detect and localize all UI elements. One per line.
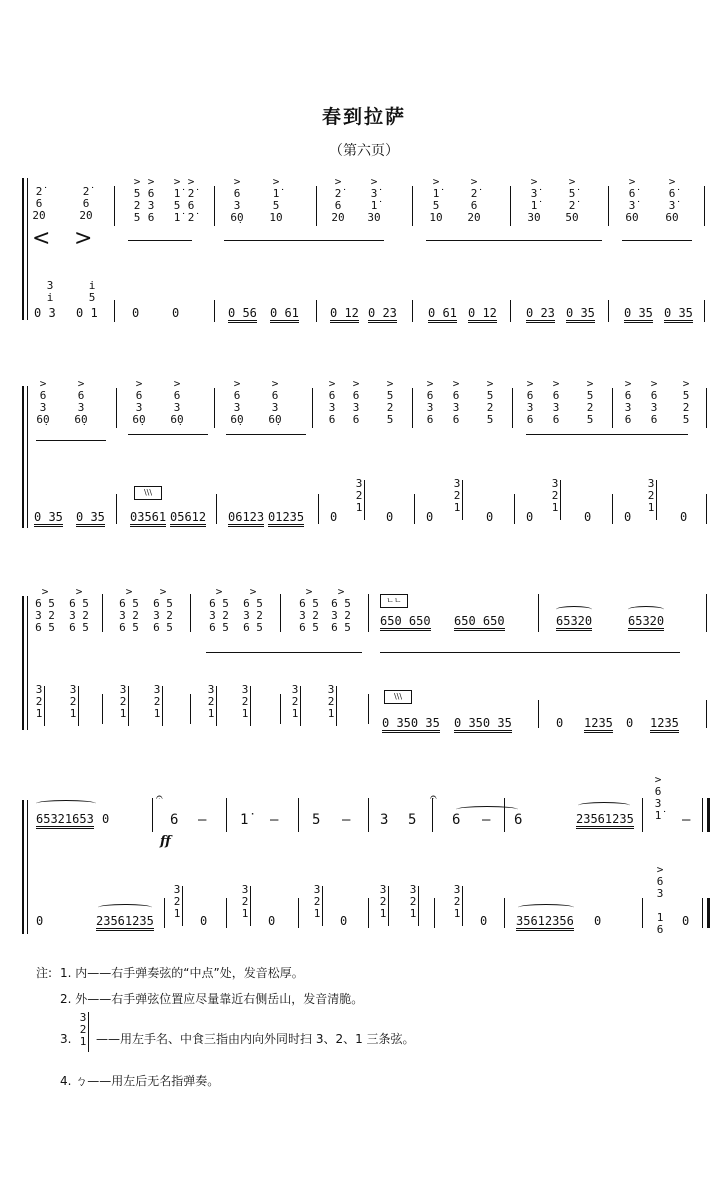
fermata: 𝄐: [156, 790, 163, 804]
barline: [642, 798, 643, 832]
note-group: 35612356: [516, 914, 574, 931]
barline: [226, 798, 227, 832]
chord: > 3̇ 1̇ 3̇0: [367, 175, 381, 224]
note-group: 23561235: [96, 914, 154, 931]
note-group: 06123: [228, 510, 264, 527]
note-group: 0: [102, 812, 110, 826]
note-group: 0: [680, 510, 688, 524]
note: 6: [170, 812, 179, 828]
barline: [280, 694, 281, 724]
note-group: 1235: [584, 716, 613, 733]
note-group: 0 61: [270, 306, 299, 323]
chord: > 2̇ 6 2̇: [187, 175, 195, 224]
barline: [316, 300, 317, 322]
chord: > 1̇ 5 1̇: [173, 175, 181, 224]
chord: > 6 3 6: [650, 377, 658, 426]
chord: > 6 3 6̣0: [230, 377, 244, 426]
chord: 2̇ 6 2̇0: [32, 185, 46, 222]
sweep-chord: 3 2 1: [119, 683, 127, 720]
sweep-chord: 3 2 1: [355, 477, 363, 514]
sweep-chord: 3 2 1: [291, 683, 299, 720]
barline: [412, 388, 413, 428]
system-brace-inner: [27, 596, 28, 730]
system-brace: [22, 800, 24, 934]
barline: [116, 388, 117, 428]
sweep-line: [44, 686, 45, 726]
barline: [214, 388, 215, 428]
barline: [164, 898, 165, 928]
barline: [190, 694, 191, 724]
barline: [216, 494, 217, 524]
chord: > 6 3 1̇: [654, 773, 662, 822]
barline: [504, 898, 505, 928]
barline: [642, 898, 643, 928]
crescendo-line: [128, 240, 192, 241]
note: 5: [408, 812, 417, 828]
note-group: 0: [426, 510, 434, 524]
system-brace-inner: [27, 386, 28, 528]
barline: [116, 494, 117, 524]
barline: [612, 388, 613, 428]
strum-box: \\\: [134, 486, 162, 500]
final-barline: [702, 798, 710, 832]
note-group: 0: [386, 510, 394, 524]
note-group: 0 61: [428, 306, 457, 323]
sweep-chord: 3 2 1: [647, 477, 655, 514]
chord: > 5 2 5: [486, 377, 494, 426]
note-group: 0: [36, 914, 44, 928]
page-subtitle: （第六页）: [329, 143, 399, 159]
barline: [368, 594, 369, 632]
sweep-line: [300, 686, 301, 726]
chord: > 6 3 6: [147, 175, 155, 224]
chord: > 6 5 3 2 6 5: [69, 585, 89, 634]
chord: > 6 3 6: [624, 377, 632, 426]
barline: [226, 898, 227, 928]
barline: [152, 798, 153, 832]
chord: > 1̇ 5 1̇0: [269, 175, 283, 224]
barline: [538, 700, 539, 728]
chord: > 6 5 3 2 6 5: [119, 585, 139, 634]
chord: > 5 2 5: [682, 377, 690, 426]
sweep-line: [322, 886, 323, 926]
chord: > 6 3 6: [526, 377, 534, 426]
chord: > 6̇ 3̇ 6̇0: [665, 175, 679, 224]
note: 1̇: [240, 812, 249, 828]
sweep-chord: 3 2 1: [35, 683, 43, 720]
note-group: 0: [330, 510, 338, 524]
note-label: 注:: [36, 966, 53, 980]
note-3: ——用左手名、中食三指由内向外同时扫 3、2、1 三条弦。: [96, 1032, 415, 1046]
crescendo-line: [128, 434, 208, 435]
barline: [510, 300, 511, 322]
sweep-line: [162, 686, 163, 726]
chord: > 6 3 6: [452, 377, 460, 426]
dash: –: [198, 812, 207, 828]
barline: [312, 388, 313, 428]
sweep-line: [250, 886, 251, 926]
barline: [612, 494, 613, 524]
note-group: 65320: [628, 614, 664, 631]
sweep-chord: 3 2 1: [153, 683, 161, 720]
barline: [434, 898, 435, 928]
chord: > 6 3 6̣0: [132, 377, 146, 426]
final-chord: > 6 3 1 6: [656, 863, 664, 936]
note-group: 0: [556, 716, 564, 730]
note-group: 0: [132, 306, 140, 320]
barline: [298, 898, 299, 928]
note-group: 0 23: [368, 306, 397, 323]
slur: [98, 904, 152, 911]
sweep-line: [250, 686, 251, 726]
sweep-chord: 3 2 1: [453, 477, 461, 514]
barline: [608, 300, 609, 322]
note-group: 0: [594, 914, 602, 928]
dash: –: [342, 812, 351, 828]
note-group: 1235: [650, 716, 679, 733]
barline: [214, 300, 215, 322]
chord: > 2̇ 6 2̇0: [331, 175, 345, 224]
chord: > 6 5 3 2 6 5: [153, 585, 173, 634]
sweep-chord: 3 2 1: [453, 883, 461, 920]
crescendo-line: [226, 434, 306, 435]
note-group: 0 35: [34, 510, 63, 527]
fermata: 𝄐: [430, 790, 437, 804]
slur: [628, 606, 664, 613]
chord: > 6 3 6̣0: [36, 377, 50, 426]
dynamic-mark: ff: [160, 834, 171, 849]
note-group: 0: [200, 914, 208, 928]
note-group: 0: [172, 306, 180, 320]
barline: [512, 388, 513, 428]
tie: [456, 806, 518, 813]
sweep-line: [462, 886, 463, 926]
chord: > 6 5 3 2 6 5: [331, 585, 351, 634]
note-group: 0 56: [228, 306, 257, 323]
crescendo-mark: <: [32, 226, 51, 251]
sweep-line: [88, 1012, 89, 1052]
barline: [706, 594, 707, 632]
sweep-chord: 3 2 1: [551, 477, 559, 514]
sweep-chord: 3 2 1: [69, 683, 77, 720]
barline: [412, 186, 413, 226]
barline: [414, 494, 415, 524]
page-title: 春到拉萨: [321, 106, 406, 128]
note-group: 03561: [130, 510, 166, 527]
slur: [578, 802, 630, 809]
sweep-chord: 3 2 1: [313, 883, 321, 920]
crescendo-line: [622, 240, 692, 241]
sweep-line: [656, 480, 657, 520]
barline: [316, 186, 317, 226]
note-group: 05612: [170, 510, 206, 527]
note-1: 1. 内——右手弹奏弦的“中点”处，发音松厚。: [60, 966, 304, 980]
chord: > 6 3 6̣0: [268, 377, 282, 426]
barline: [412, 300, 413, 322]
crescendo-line: [206, 652, 362, 653]
decrescendo-line: [36, 440, 106, 441]
crescendo-line: [426, 240, 602, 241]
note-group: 0 23: [526, 306, 555, 323]
barline: [706, 700, 707, 728]
note-group: 0 1: [76, 306, 98, 320]
sustain-line: [380, 652, 680, 653]
note-group: 01235: [268, 510, 304, 527]
strum-box: ㄴㄴ: [380, 594, 408, 608]
note: 6: [452, 812, 461, 828]
note: 5: [312, 812, 321, 828]
note-group: 0 35: [624, 306, 653, 323]
decrescendo-mark: >: [74, 226, 93, 251]
chord: 2̇ 6 2̇0: [79, 185, 93, 222]
chord: > 5̇ 2̇ 5̇0: [565, 175, 579, 224]
sweep-chord: 3 2 1: [207, 683, 215, 720]
chord: > 6 5 3 2 6 5: [243, 585, 263, 634]
note-group: 0: [584, 510, 592, 524]
note-group: 0: [682, 914, 690, 928]
note-group: 0 350 35: [382, 716, 440, 733]
slur: [556, 606, 592, 613]
system-brace: [22, 386, 24, 528]
note-group: 0 350 35: [454, 716, 512, 733]
barline: [704, 300, 705, 322]
system-brace: [22, 178, 24, 320]
system-brace-inner: [27, 178, 28, 320]
chord: > 6 5 3 2 6 5: [35, 585, 55, 634]
barline: [114, 300, 115, 322]
note-group: 0 12: [468, 306, 497, 323]
sweep-line: [336, 686, 337, 726]
slur: [36, 800, 96, 807]
chord: > 6 5 3 2 6 5: [209, 585, 229, 634]
barline: [504, 798, 505, 832]
note-group: 0 35: [664, 306, 693, 323]
barline: [538, 594, 539, 632]
barline: [510, 186, 511, 226]
system-brace: [22, 596, 24, 730]
chord: > 2̇ 6 2̇0: [467, 175, 481, 224]
chord: > 6 3 6̣0: [74, 377, 88, 426]
sweep-line: [364, 480, 365, 520]
note-group: 0: [526, 510, 534, 524]
sweep-line: [216, 686, 217, 726]
barline: [114, 186, 115, 226]
dash: –: [682, 812, 691, 828]
barline: [608, 186, 609, 226]
chord: > 1̇ 5 1̇0: [429, 175, 443, 224]
sweep-chord: 3 2 1: [409, 883, 417, 920]
barline: [368, 898, 369, 928]
barline: [706, 388, 707, 428]
barline: [368, 798, 369, 832]
sweep-chord: 3 2 1: [79, 1011, 87, 1048]
chord: > 6 5 3 2 6 5: [299, 585, 319, 634]
final-barline: [702, 898, 710, 928]
sweep-line: [78, 686, 79, 726]
barline: [190, 594, 191, 632]
sweep-chord: 3 2 1: [173, 883, 181, 920]
sweep-line: [418, 886, 419, 926]
slur: [518, 904, 574, 911]
barline: [704, 186, 705, 226]
dash: –: [482, 812, 491, 828]
chord: i 5: [88, 279, 96, 304]
barline: [368, 694, 369, 724]
sweep-chord: 3 2 1: [241, 683, 249, 720]
barline: [214, 186, 215, 226]
note-group: 0: [340, 914, 348, 928]
sweep-line: [388, 886, 389, 926]
note-3-prefix: 3.: [60, 1032, 72, 1046]
chord: > 6 3 6: [426, 377, 434, 426]
chord: > 6 3 6: [328, 377, 336, 426]
note-group: 0: [268, 914, 276, 928]
chord: > 5 2 5: [133, 175, 141, 224]
barline: [706, 494, 707, 524]
barline: [280, 594, 281, 632]
sweep-line: [182, 886, 183, 926]
barline: [298, 798, 299, 832]
sweep-chord: 3 2 1: [241, 883, 249, 920]
barline: [318, 494, 319, 524]
dash: –: [270, 812, 279, 828]
strum-box: \\\: [384, 690, 412, 704]
barline: [514, 494, 515, 524]
barline: [102, 594, 103, 632]
chord: > 5 2 5: [586, 377, 594, 426]
sweep-line: [560, 480, 561, 520]
chord: > 6 3 6̣0: [170, 377, 184, 426]
chord: > 5 2 5: [386, 377, 394, 426]
system-brace-inner: [27, 800, 28, 934]
note-group: 65320: [556, 614, 592, 631]
note-group: 65321653: [36, 812, 94, 829]
chord: > 3̇ 1̇ 3̇0: [527, 175, 541, 224]
note-group: 0 35: [76, 510, 105, 527]
note-group: 0: [626, 716, 634, 730]
note-group: 0: [486, 510, 494, 524]
note-group: 0 35: [566, 306, 595, 323]
note-group: 650 650: [454, 614, 505, 631]
chord: 3 i: [46, 279, 54, 304]
barline: [102, 694, 103, 724]
sweep-line: [128, 686, 129, 726]
note: 3: [380, 812, 389, 828]
crescendo-line: [526, 434, 688, 435]
chord: > 6̇ 3̇ 6̇0: [625, 175, 639, 224]
note-group: 0 12: [330, 306, 359, 323]
chord: > 6 3 6: [552, 377, 560, 426]
note-group: 650 650: [380, 614, 431, 631]
chord: > 6 3 6: [352, 377, 360, 426]
crescendo-line: [224, 240, 384, 241]
chord: > 6 3 6̣0: [230, 175, 244, 224]
note-group: 0: [624, 510, 632, 524]
note-group: 0 3: [34, 306, 56, 320]
note-group: 0: [480, 914, 488, 928]
sweep-line: [462, 480, 463, 520]
note-4: 4. ㄅ——用左后无名指弹奏。: [60, 1074, 220, 1088]
note-2: 2. 外——右手弹弦位置应尽量靠近右侧岳山，发音清脆。: [60, 992, 364, 1006]
note: 6: [514, 812, 523, 828]
note-group: 23561235: [576, 812, 634, 829]
sweep-chord: 3 2 1: [379, 883, 387, 920]
sweep-chord: 3 2 1: [327, 683, 335, 720]
